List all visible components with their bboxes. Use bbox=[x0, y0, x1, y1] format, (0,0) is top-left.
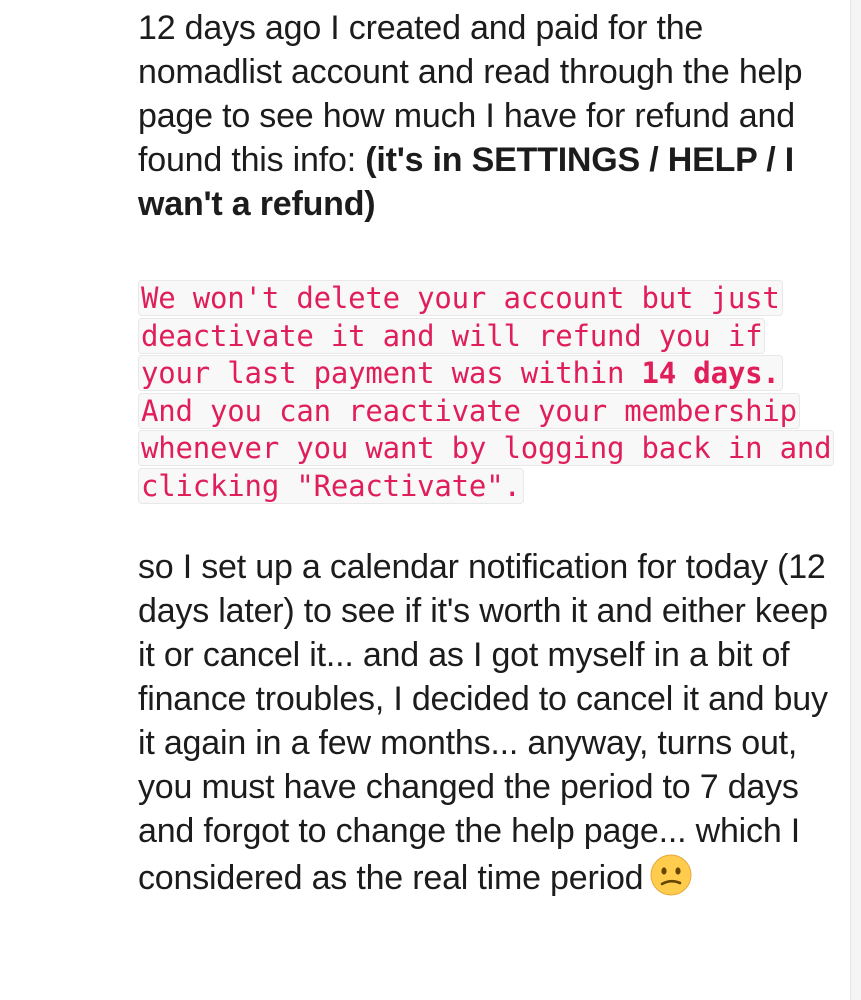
message-body bbox=[138, 6, 850, 900]
quote-bold-period: 14 days. bbox=[641, 356, 780, 390]
intro-bold-note: (it's in SETTINGS / HELP / I wan't a refund) bbox=[138, 141, 794, 223]
inline-code-span bbox=[138, 280, 834, 504]
quoted-help-text bbox=[138, 280, 838, 505]
message-paragraph-intro bbox=[138, 6, 850, 226]
confused-face-icon bbox=[649, 853, 693, 897]
message-paragraph-followup bbox=[138, 545, 850, 900]
quote-text-part-2: And you can reactivate your membership whenever you want by logging back in and clicking "Reactivate". bbox=[141, 393, 832, 503]
followup-text: so I set up a calendar notification for today (12 days later) to see if it's worth it and either keep it or cancel it... and as I got myself in a bit of finance troubles, I decided to cancel it and buy it again in a few months... anyway, turns out, you must have changed the period to 7 days and forgot to change the help page... which I considered as the real time period bbox=[138, 548, 828, 897]
intro-text: 12 days ago I created and paid for the nomadlist account and read through the help page to see how much I have for refund and found this info: bbox=[138, 9, 803, 179]
quote-text-part-1: We won't delete your account but just deactivate it and will refund you if your last payment was within bbox=[141, 281, 780, 390]
scrollbar-track[interactable] bbox=[850, 0, 861, 1000]
